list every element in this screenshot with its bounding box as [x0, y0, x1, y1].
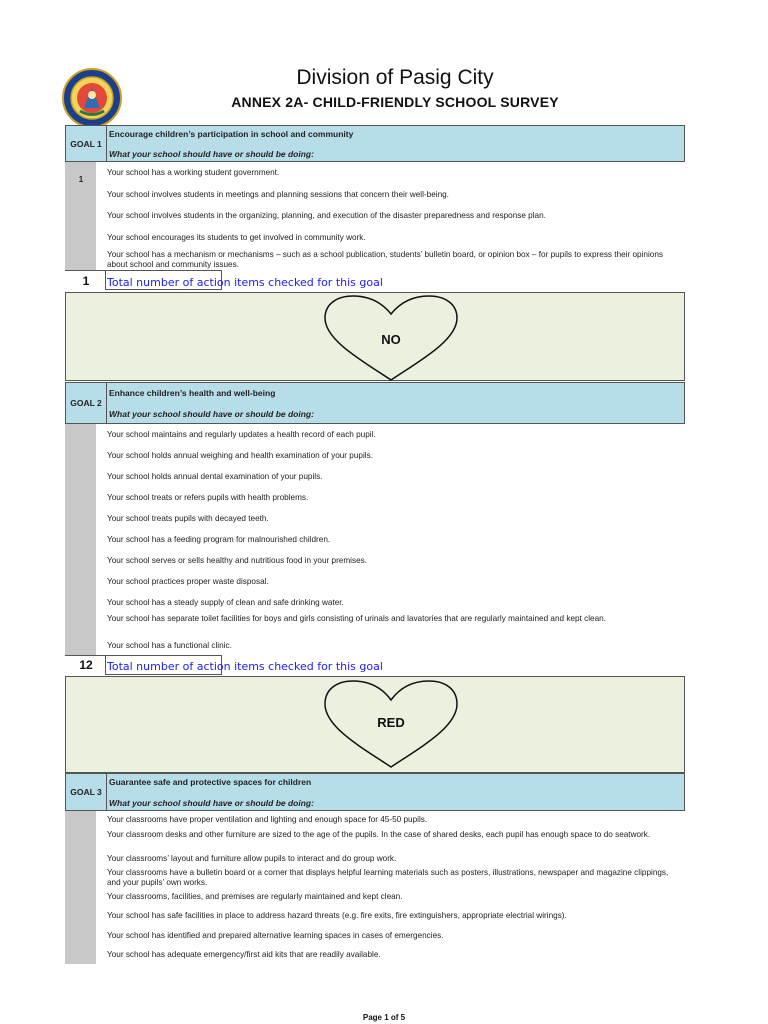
page-subtitle: ANNEX 2A- CHILD-FRIENDLY SCHOOL SURVEY	[231, 94, 559, 110]
goal-1-item-2: Your school involves students in meetings and planning sessions that concern their well-being.	[107, 190, 449, 199]
goal-3-header	[65, 773, 685, 811]
goal-3-heading: Guarantee safe and protective spaces for children	[109, 777, 312, 787]
goal-1-row-number: 1	[78, 175, 84, 184]
goal-1-prompt: What your school should have or should be doing:	[109, 149, 314, 159]
goal-3-item-6: Your school has safe facilities in place to address hazard threats (e.g. fire exits, fire extinguishers, appropriate electrial wirings).	[107, 911, 567, 920]
goal-2-heading: Enhance children’s health and well-being	[109, 388, 276, 398]
goal-2-total-divider	[65, 655, 105, 656]
goal-1-total-divider	[65, 270, 105, 271]
goal-3-item-8: Your school has adequate emergency/first aid kits that are readily available.	[107, 950, 381, 959]
goal-3-item-5: Your classrooms, facilities, and premises are regularly maintained and kept clean.	[107, 892, 403, 901]
goal-2-item-9: Your school has a steady supply of clean and safe drinking water.	[107, 598, 344, 607]
goal-1-item-1: Your school has a working student government.	[107, 168, 280, 177]
goal-2-item-7: Your school serves or sells healthy and nutritious food in your premises.	[107, 556, 368, 565]
goal-2-item-11: Your school has a functional clinic.	[107, 641, 232, 650]
goal-3-item-1: Your classrooms have proper ventilation and lighting and enough space for 45-50 pupils.	[107, 815, 428, 824]
goal-1-item-4: Your school encourages its students to get involved in community work.	[107, 233, 366, 242]
goal-3-label: GOAL 3	[66, 774, 107, 810]
goal-2-total-label: Total number of action items checked for this goal	[107, 660, 383, 673]
goal-3-checkbox-column[interactable]	[65, 811, 96, 964]
goal-2-result-panel	[65, 676, 685, 773]
goal-3-item-2: Your classroom desks and other furniture are sized to the age of the pupils. In the case of shared desks, each pupil has enough space to do seatwork.	[107, 830, 651, 839]
page-number: Page 1 of 5	[362, 1013, 406, 1022]
goal-2-item-5: Your school treats pupils with decayed teeth.	[107, 514, 269, 523]
goal-3-item-4: Your classrooms have a bulletin board or a corner that displays helpful learning materials such as posters, illustrations, newspaper and magazine clippings, and your pupils’ own works.	[107, 868, 669, 887]
page-title: Division of Pasig City	[296, 66, 494, 89]
goal-1-result-text: NO	[381, 332, 401, 347]
goal-2-label: GOAL 2	[66, 383, 107, 423]
goal-3-item-3: Your classrooms’ layout and furniture allow pupils to interact and do group work.	[107, 854, 397, 863]
goal-2-total-count: 12	[79, 658, 93, 672]
goal-2-item-4: Your school treats or refers pupils with health problems.	[107, 493, 309, 502]
goal-2-prompt: What your school should have or should be doing:	[109, 409, 314, 419]
goal-1-total-count: 1	[82, 274, 90, 288]
goal-2-item-3: Your school holds annual dental examination of your pupils.	[107, 472, 323, 481]
goal-1-heading: Encourage children’s participation in school and community	[109, 129, 354, 139]
goal-1-item-3: Your school involves students in the organizing, planning, and execution of the disaster preparedness and response plan.	[107, 211, 546, 220]
goal-1-label: GOAL 1	[66, 126, 107, 161]
goal-2-result-text: RED	[377, 715, 405, 730]
goal-2-item-6: Your school has a feeding program for malnourished children.	[107, 535, 331, 544]
goal-2-item-10: Your school has separate toilet facilities for boys and girls consisting of urinals and lavatories that are regularly maintained and kept clean.	[107, 614, 606, 623]
goal-3-prompt: What your school should have or should be doing:	[109, 798, 314, 808]
goal-2-header	[65, 382, 685, 424]
goal-1-item-5: Your school has a mechanism or mechanisms – such as a school publication, students’ bulletin board, or opinion box – for pupils to express their opinions about school and community issues.	[107, 250, 664, 269]
goal-3-item-7: Your school has identified and prepared alternative learning spaces in cases of emergencies.	[107, 931, 444, 940]
goal-2-item-1: Your school maintains and regularly updates a health record of each pupil.	[107, 430, 376, 439]
goal-2-item-2: Your school holds annual weighing and health examination of your pupils.	[107, 451, 373, 460]
goal-1-total-label: Total number of action items checked for this goal	[107, 276, 383, 289]
goal-1-header	[65, 125, 685, 162]
division-seal-icon	[62, 68, 122, 128]
goal-1-result-panel	[65, 292, 685, 381]
goal-2-item-8: Your school practices proper waste disposal.	[107, 577, 269, 586]
goal-2-checkbox-column[interactable]	[65, 424, 96, 655]
